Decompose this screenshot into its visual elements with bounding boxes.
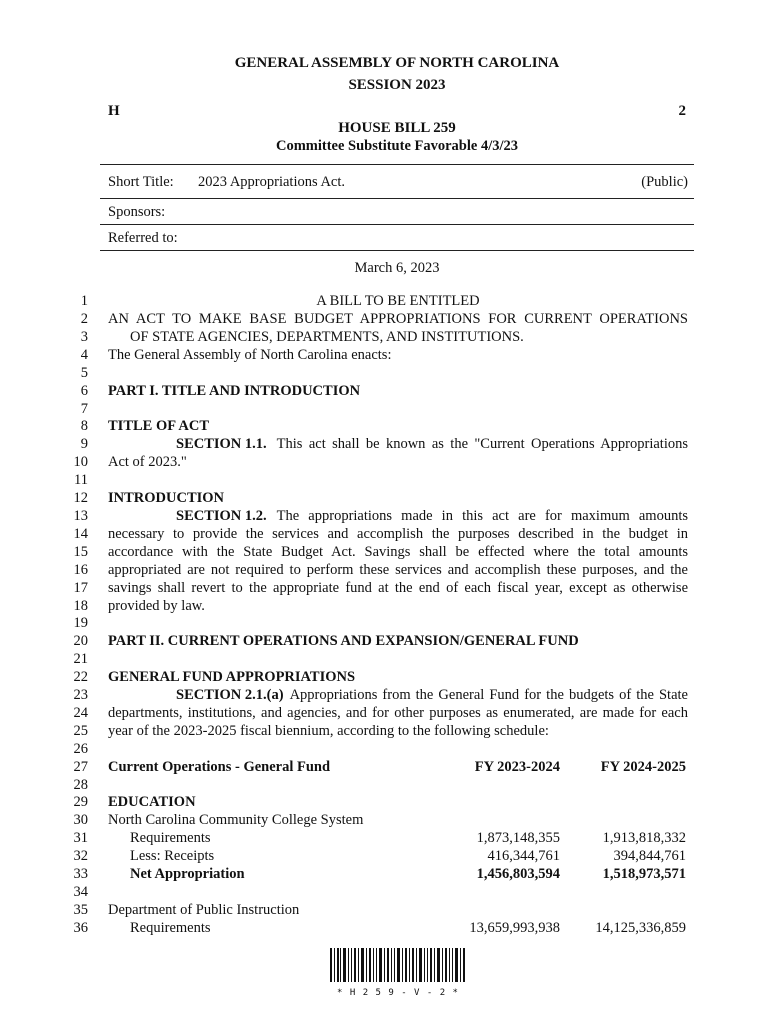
table-cell: 14,125,336,859 bbox=[595, 920, 686, 936]
line-number: 21 bbox=[73, 651, 88, 667]
table-cell: 13,659,993,938 bbox=[469, 920, 560, 936]
section-line bbox=[108, 686, 688, 704]
bill-date: March 6, 2023 bbox=[354, 260, 440, 276]
barcode bbox=[330, 948, 466, 998]
line-number: 31 bbox=[73, 830, 88, 846]
line-number: 12 bbox=[73, 490, 88, 506]
section-label: SECTION 2.1.(a) bbox=[176, 687, 284, 703]
line-number: 20 bbox=[73, 633, 88, 649]
bill-entitled: A BILL TO BE ENTITLED bbox=[316, 293, 480, 309]
line-number: 14 bbox=[73, 526, 88, 542]
referred-label: Referred to: bbox=[108, 230, 178, 246]
line-number: 8 bbox=[80, 418, 88, 434]
line-number: 35 bbox=[73, 902, 88, 918]
section-text: This act shall be known as the "Current Operations Appropriations bbox=[276, 436, 688, 452]
table-row-label: Requirements bbox=[130, 920, 211, 936]
act-title-line: AN ACT TO MAKE BASE BUDGET APPROPRIATIONS FOR CURRENT OPERATIONS bbox=[108, 311, 688, 327]
section-text: Appropriations from the General Fund for the budgets of the State bbox=[289, 687, 688, 703]
line-number: 19 bbox=[73, 615, 88, 631]
table-cell: 394,844,761 bbox=[613, 848, 686, 864]
body-line: accordance with the State Budget Act. Savings shall be effected where the total amounts bbox=[108, 544, 688, 560]
line-number: 15 bbox=[73, 544, 88, 560]
section-heading: INTRODUCTION bbox=[108, 490, 225, 506]
act-title-line: OF STATE AGENCIES, DEPARTMENTS, AND INSTITUTIONS. bbox=[130, 329, 524, 345]
body-line: appropriated are not required to perform these services and accomplish these purposes, and the bbox=[108, 562, 688, 578]
body-line: necessary to provide the services and accomplish the purposes described in the budget in bbox=[108, 526, 688, 542]
line-number: 13 bbox=[73, 508, 88, 524]
divider-top bbox=[100, 164, 694, 165]
public-label: (Public) bbox=[641, 174, 688, 190]
section-text: The appropriations made in this act are for maximum amounts bbox=[276, 508, 688, 524]
line-number: 18 bbox=[73, 598, 88, 614]
line-number: 28 bbox=[73, 777, 88, 793]
sponsors-label: Sponsors: bbox=[108, 204, 166, 220]
line-number: 30 bbox=[73, 812, 88, 828]
section-label: SECTION 1.2. bbox=[176, 508, 267, 524]
line-number: 24 bbox=[73, 705, 88, 721]
assembly-heading: GENERAL ASSEMBLY OF NORTH CAROLINA bbox=[234, 55, 560, 71]
short-title-value: 2023 Appropriations Act. bbox=[198, 174, 346, 190]
line-number: 32 bbox=[73, 848, 88, 864]
line-number: 3 bbox=[80, 329, 88, 345]
line-number: 29 bbox=[73, 794, 88, 810]
line-number: 6 bbox=[80, 383, 88, 399]
table-header-fy2: FY 2024-2025 bbox=[600, 759, 686, 775]
section-heading: TITLE OF ACT bbox=[108, 418, 209, 434]
body-line: departments, institutions, and agencies, and for other purposes as enumerated, are made for each bbox=[108, 705, 688, 721]
barcode-text: * H 2 5 9 - V - 2 * bbox=[337, 988, 459, 998]
bill-title: HOUSE BILL 259 bbox=[338, 120, 456, 136]
barcode-bars bbox=[330, 948, 466, 982]
table-cell: 1,456,803,594 bbox=[476, 866, 560, 882]
divider-2 bbox=[100, 224, 694, 225]
line-number: 1 bbox=[80, 293, 88, 309]
version-number: 2 bbox=[678, 103, 686, 119]
session-heading: SESSION 2023 bbox=[348, 77, 446, 93]
line-number: 23 bbox=[73, 687, 88, 703]
short-title-label: Short Title: bbox=[108, 174, 174, 190]
section-label: SECTION 1.1. bbox=[176, 436, 267, 452]
table-cell: 1,518,973,571 bbox=[602, 866, 686, 882]
part-heading: PART II. CURRENT OPERATIONS AND EXPANSION/GENERAL FUND bbox=[108, 633, 579, 649]
table-cell: 1,873,148,355 bbox=[476, 830, 560, 846]
table-row-label: Requirements bbox=[130, 830, 211, 846]
line-number: 17 bbox=[73, 580, 88, 596]
section-line bbox=[108, 435, 688, 453]
line-number: 34 bbox=[73, 884, 88, 900]
table-header-fy1: FY 2023-2024 bbox=[474, 759, 560, 775]
body-line: provided by law. bbox=[108, 598, 205, 614]
body-line: savings shall revert to the appropriate fund at the end of each fiscal year, except as otherwise bbox=[108, 580, 688, 596]
section-heading: GENERAL FUND APPROPRIATIONS bbox=[108, 669, 356, 685]
line-number: 9 bbox=[80, 436, 88, 452]
table-row-label: Net Appropriation bbox=[130, 866, 245, 882]
committee-substitute: Committee Substitute Favorable 4/3/23 bbox=[275, 138, 519, 154]
line-number: 16 bbox=[73, 562, 88, 578]
table-cell: 416,344,761 bbox=[487, 848, 560, 864]
enacting-clause: The General Assembly of North Carolina enacts: bbox=[108, 347, 392, 363]
line-number: 25 bbox=[73, 723, 88, 739]
divider-3 bbox=[100, 250, 694, 251]
line-number: 4 bbox=[80, 347, 88, 363]
divider-1 bbox=[100, 198, 694, 199]
line-number: 26 bbox=[73, 741, 88, 757]
chamber-letter: H bbox=[108, 103, 120, 119]
line-number: 33 bbox=[73, 866, 88, 882]
table-row-label: Less: Receipts bbox=[130, 848, 215, 864]
line-number: 10 bbox=[73, 454, 88, 470]
agency-name: Department of Public Instruction bbox=[108, 902, 300, 918]
table-header-label: Current Operations - General Fund bbox=[108, 759, 331, 775]
category-heading: EDUCATION bbox=[108, 794, 196, 810]
line-number: 2 bbox=[80, 311, 88, 327]
line-number: 22 bbox=[73, 669, 88, 685]
line-number: 5 bbox=[80, 365, 88, 381]
body-line: Act of 2023." bbox=[108, 454, 187, 470]
section-line bbox=[108, 507, 688, 525]
line-number: 36 bbox=[73, 920, 88, 936]
part-heading: PART I. TITLE AND INTRODUCTION bbox=[108, 383, 361, 399]
line-number: 11 bbox=[74, 472, 88, 488]
line-number: 27 bbox=[73, 759, 88, 775]
agency-name: North Carolina Community College System bbox=[108, 812, 364, 828]
line-number: 7 bbox=[80, 401, 88, 417]
table-cell: 1,913,818,332 bbox=[602, 830, 686, 846]
body-line: year of the 2023-2025 fiscal biennium, according to the following schedule: bbox=[108, 723, 549, 739]
